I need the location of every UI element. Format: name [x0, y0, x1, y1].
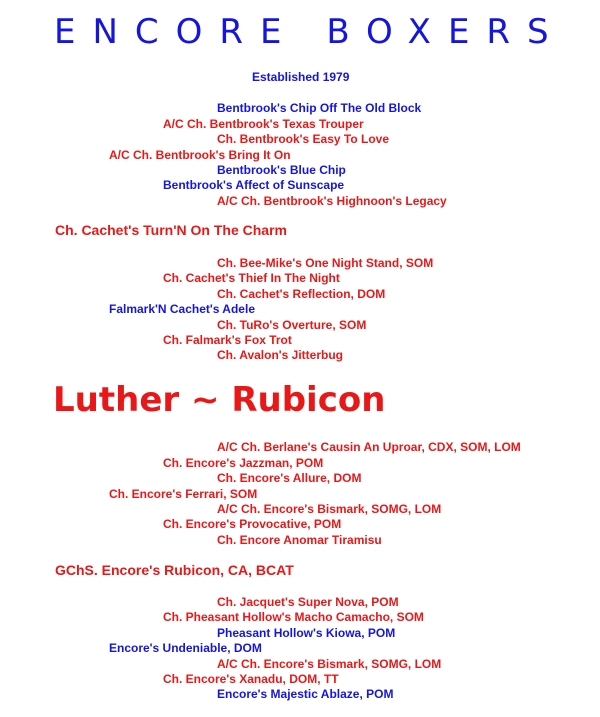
pedigree-entry: A/C Ch. Bentbrook's Texas Trouper — [163, 117, 364, 131]
pedigree-entry: Ch. Falmark's Fox Trot — [163, 333, 292, 347]
pedigree-entry: Ch. Encore's Provocative, POM — [163, 517, 342, 531]
pedigree-entry: Ch. TuRo's Overture, SOM — [217, 318, 367, 332]
pedigree-entry: Bentbrook's Chip Off The Old Block — [217, 101, 422, 115]
pedigree-entry: Ch. Bentbrook's Easy To Love — [217, 132, 389, 146]
pedigree-subject: Ch. Cachet's Turn'N On The Charm — [55, 222, 287, 238]
pedigree-entry: Ch. Encore's Ferrari, SOM — [109, 487, 258, 501]
pedigree-entry: Encore's Undeniable, DOM — [109, 641, 262, 655]
pedigree-entry: A/C Ch. Berlane's Causin An Uproar, CDX, SOM, LOM — [217, 440, 521, 454]
pedigree-subject: GChS. Encore's Rubicon, CA, BCAT — [55, 562, 294, 578]
pedigree-entry: Ch. Encore's Jazzman, POM — [163, 456, 324, 470]
pedigree-entry: Pheasant Hollow's Kiowa, POM — [217, 626, 396, 640]
pedigree-entry: Ch. Cachet's Reflection, DOM — [217, 287, 386, 301]
pedigree-entry: Ch. Encore's Xanadu, DOM, TT — [163, 672, 339, 686]
pedigree-entry: Bentbrook's Affect of Sunscape — [163, 178, 345, 192]
pedigree-entry: Encore's Majestic Ablaze, POM — [217, 687, 394, 701]
dog-headline: Luther ~ Rubicon — [53, 380, 386, 420]
page-title: ENCORE BOXERS — [54, 12, 566, 52]
pedigree-entry: Ch. Avalon's Jitterbug — [217, 348, 343, 362]
pedigree-entry: A/C Ch. Bentbrook's Bring It On — [109, 148, 291, 162]
pedigree-entry: Ch. Cachet's Thief In The Night — [163, 271, 340, 285]
pedigree-entry: Ch. Jacquet's Super Nova, POM — [217, 595, 399, 609]
pedigree-entry: Bentbrook's Blue Chip — [217, 163, 346, 177]
pedigree-entry: A/C Ch. Encore's Bismark, SOMG, LOM — [217, 657, 442, 671]
pedigree-entry: A/C Ch. Bentbrook's Highnoon's Legacy — [217, 194, 447, 208]
established-year: Established 1979 — [252, 70, 350, 84]
pedigree-entry: A/C Ch. Encore's Bismark, SOMG, LOM — [217, 502, 442, 516]
pedigree-entry: Ch. Encore Anomar Tiramisu — [217, 533, 382, 547]
pedigree-entry: Ch. Bee-Mike's One Night Stand, SOM — [217, 256, 434, 270]
pedigree-entry: Ch. Pheasant Hollow's Macho Camacho, SOM — [163, 610, 424, 624]
pedigree-entry: Ch. Encore's Allure, DOM — [217, 471, 362, 485]
pedigree-entry: Falmark'N Cachet's Adele — [109, 302, 255, 316]
